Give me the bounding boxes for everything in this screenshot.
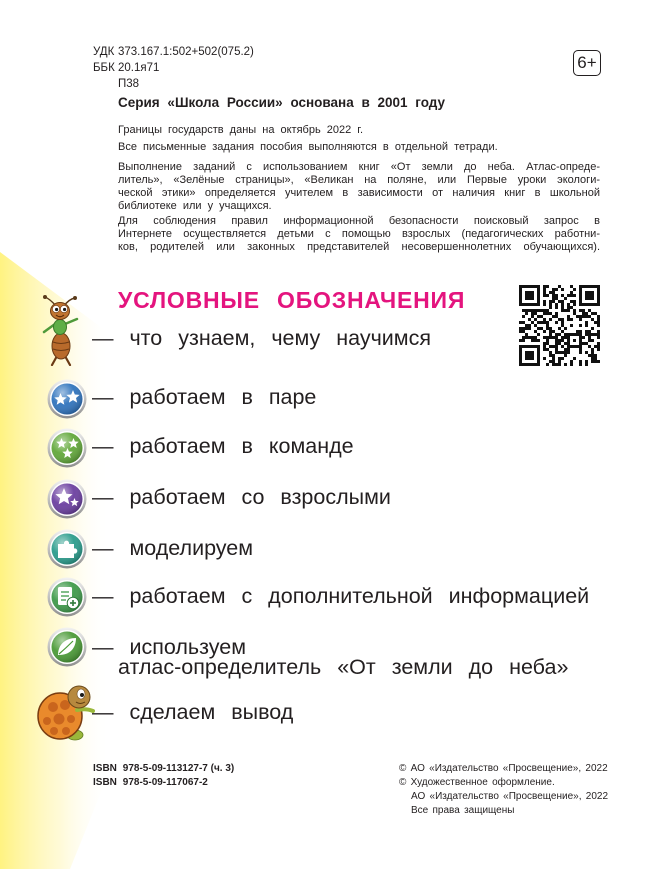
legend-item-text (92, 536, 253, 560)
legend-line: — работаем со взрослыми (92, 485, 391, 509)
note-line: библиотеке или у учащихся. (118, 200, 272, 212)
udk-value: 373.167.1:502+502(075.2) (118, 46, 254, 58)
isbn-value: 978-5-09-113127-7 (ч. 3) (122, 763, 235, 774)
qr-module (585, 285, 588, 288)
bbk-label: ББК (93, 62, 115, 74)
legend-item-text (92, 434, 354, 458)
qr-module (522, 285, 525, 288)
note-line: литель», «Зелёные страницы», «Великан на поляне, или Первые уроки экологи- (118, 174, 600, 186)
copyright-block (399, 762, 608, 818)
copyright-line: Все права защищены (411, 805, 515, 816)
legend-item-conclusion (0, 680, 650, 742)
legend-item-team-work (0, 428, 650, 468)
qr-module (534, 285, 537, 288)
note-line: Границы государств даны на октябрь 2022 г. (118, 124, 363, 136)
legend-item-modelling (0, 529, 650, 569)
isbn-row (93, 776, 234, 790)
series-line: Серия «Школа России» основана в 2001 году (118, 95, 446, 110)
legend-item-learn (0, 294, 650, 366)
note-written-tasks (118, 141, 600, 154)
legend-item-additional-info (0, 577, 650, 617)
copyright-line: © АО «Издательство «Просвещение», 2022 (399, 763, 608, 774)
qr-module (579, 288, 582, 291)
qr-module (588, 285, 591, 288)
isbn-label: ISBN (93, 763, 117, 774)
legend-line: — что узнаем, чему научимся (92, 326, 431, 350)
qr-module (537, 288, 540, 291)
isbn-block (93, 762, 234, 790)
qr-module (519, 288, 522, 291)
udk-label: УДК (93, 46, 115, 58)
qr-module (570, 285, 573, 288)
ant-icon (36, 294, 84, 366)
legend-line: атлас-определитель «От земли до неба» (118, 655, 569, 679)
puzzle-icon (47, 529, 87, 569)
three-stars-icon (47, 428, 87, 468)
copyright-line: АО «Издательство «Просвещение», 2022 (411, 791, 609, 802)
legend-line: — сделаем вывод (92, 700, 294, 724)
legend-title: УСЛОВНЫЕ ОБОЗНАЧЕНИЯ (118, 287, 466, 313)
qr-module (543, 285, 546, 288)
note-line: ческой этики» определяется учителем в зависимости от наличия книг в школьной (118, 187, 600, 199)
note-internet-safety (118, 215, 600, 254)
two-stars-icon (47, 379, 87, 419)
qr-module (531, 285, 534, 288)
note-borders (118, 124, 600, 137)
legend-item-text (92, 485, 391, 509)
qr-module (528, 285, 531, 288)
note-line: ков, родителей или законных представителей несовершеннолетних обучающихся). (118, 241, 600, 253)
document-plus-icon (47, 577, 87, 617)
empty-label (93, 76, 118, 92)
author-code: П38 (118, 78, 140, 90)
qr-module (591, 285, 594, 288)
note-line: Для соблюдения правил информационной безопасности поисковый запрос в (118, 215, 600, 227)
legend-item-atlas (0, 627, 650, 679)
note-line: Все письменные задания пособия выполняются в отдельной тетради. (118, 141, 498, 153)
legend-item-text (92, 584, 589, 608)
qr-module (558, 285, 561, 288)
legend-line: — работаем с дополнительной информацией (92, 584, 590, 608)
legend-line: — работаем в команде (92, 434, 354, 458)
note-line: Выполнение заданий с использованием книг «От земли до неба. Атлас-опреде- (118, 161, 600, 173)
author-code-row (93, 76, 254, 92)
qr-module (573, 288, 576, 291)
isbn-label: ISBN (93, 777, 117, 788)
legend-line: — моделируем (92, 536, 254, 560)
legend-item-pair-work (0, 379, 650, 419)
legend-line: — используем (92, 635, 246, 659)
qr-module (561, 288, 564, 291)
qr-module (555, 288, 558, 291)
copyright-line: © Художественное оформление. (399, 777, 555, 788)
qr-module (546, 285, 549, 288)
big-small-star-icon (47, 479, 87, 519)
udk-row (93, 44, 254, 60)
legend-item-with-adults (0, 479, 650, 519)
qr-module (597, 285, 600, 288)
qr-module (525, 285, 528, 288)
qr-module (519, 285, 522, 288)
qr-module (537, 285, 540, 288)
qr-module (582, 285, 585, 288)
turtle-icon (33, 680, 95, 742)
isbn-value: 978-5-09-117067-2 (122, 777, 208, 788)
qr-module (552, 288, 555, 291)
legend-item-text (92, 385, 316, 409)
legend-line: — работаем в паре (92, 385, 317, 409)
qr-module (543, 288, 546, 291)
note-line: Интернете осуществляется детьми с помощью взрослых (педагогических работни- (118, 228, 600, 240)
qr-module (597, 288, 600, 291)
qr-module (594, 285, 597, 288)
isbn-row (93, 762, 234, 776)
legend-item-text (92, 700, 293, 724)
bbk-value: 20.1я71 (118, 62, 160, 74)
leaf-icon (47, 627, 87, 667)
legend-item-text (92, 326, 431, 350)
bbk-row (93, 60, 254, 76)
legend-item-text (92, 637, 568, 677)
note-extra-books (118, 161, 600, 213)
qr-module (579, 285, 582, 288)
age-rating-badge: 6+ (573, 50, 601, 76)
classification-codes (93, 44, 254, 92)
